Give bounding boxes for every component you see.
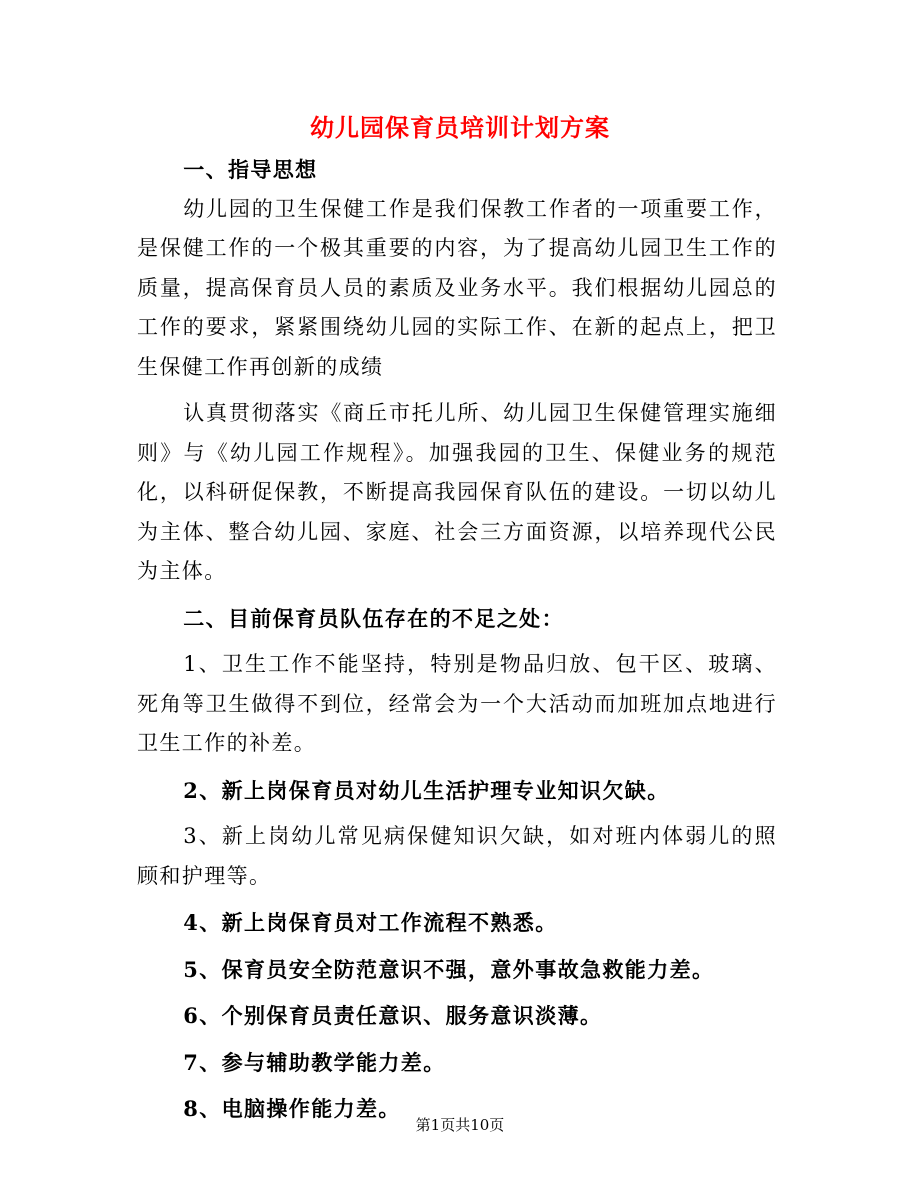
document-title: 幼儿园保育员培训计划方案 bbox=[310, 113, 610, 142]
section-heading-shortcomings: 二、目前保育员队伍存在的不足之处： bbox=[183, 605, 564, 631]
list-item: 2、新上岗保育员对幼儿生活护理专业知识欠缺。 bbox=[183, 777, 670, 803]
list-item: 4、新上岗保育员对工作流程不熟悉。 bbox=[183, 910, 558, 935]
list-item: 7、参与辅助教学能力差。 bbox=[183, 1049, 446, 1075]
list-item: 8、电脑操作能力差。 bbox=[183, 1096, 401, 1121]
paragraph: 认真贯彻落实《商丘市托儿所、幼儿园卫生保健管理实施细则》与《幼儿园工作规程》。加强我园的卫生、保健业务的规范化，以科研促保教，不断提高我园保育队伍的建设。一切以幼儿为主体、整合幼儿园、家庭、社会三方面资源，以培养现代公民为主体。 bbox=[137, 401, 777, 583]
document-body bbox=[137, 150, 777, 1129]
list-item: 6、个别保育员责任意识、服务意识淡薄。 bbox=[183, 1003, 603, 1028]
page-number: 第1页共10页 bbox=[415, 1116, 505, 1134]
list-item: 3、新上岗幼儿常见病保健知识欠缺，如对班内体弱儿的照顾和护理等。 bbox=[137, 824, 777, 888]
paragraph: 幼儿园的卫生保健工作是我们保教工作者的一项重要工作，是保健工作的一个极其重要的内容，为了提高幼儿园卫生工作的质量，提高保育员人员的素质及业务水平。我们根据幼儿园总的工作的要求，紧紧围绕幼儿园的实际工作、在新的起点上，把卫生保健工作再创新的成绩 bbox=[137, 196, 777, 379]
list-item: 5、保育员安全防范意识不强，意外事故急救能力差。 bbox=[183, 956, 715, 982]
section-heading-guiding-ideology: 一、指导思想 bbox=[183, 157, 318, 182]
list-item: 1、卫生工作不能坚持，特别是物品归放、包干区、玻璃、死角等卫生做得不到位，经常会为一个大活动而加班加点地进行卫生工作的补差。 bbox=[137, 652, 777, 755]
